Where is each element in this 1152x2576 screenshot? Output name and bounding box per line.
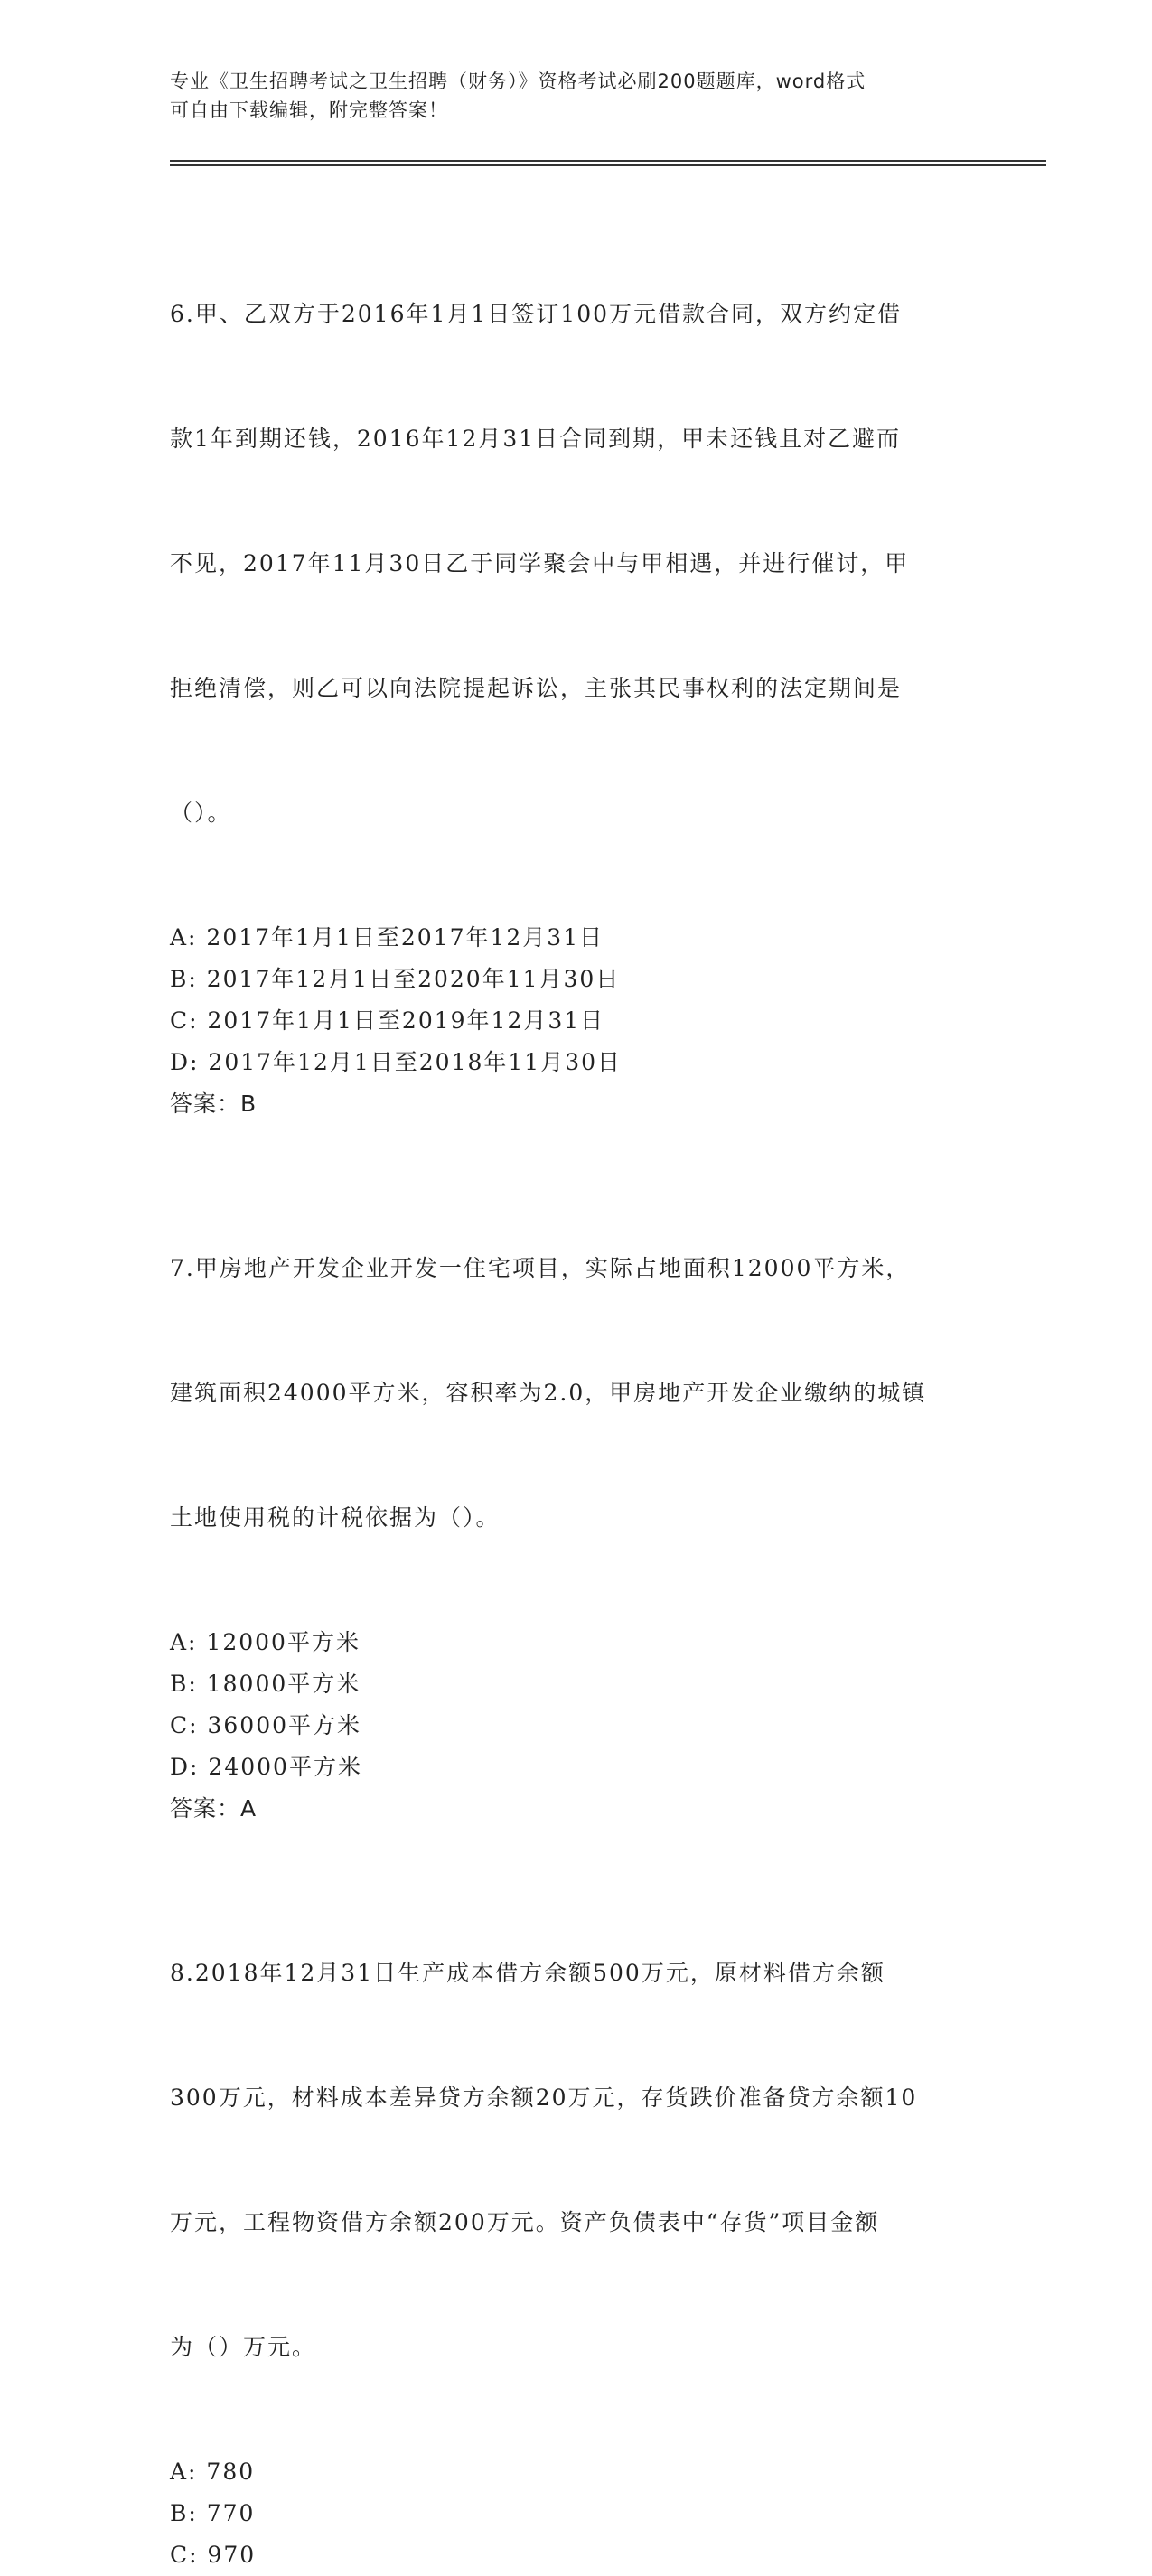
option-d: D: 2017年12月1日至2018年11月30日 bbox=[170, 1049, 623, 1075]
stem-line: 为（）万元。 bbox=[170, 2334, 317, 2360]
question-6 bbox=[170, 211, 983, 1125]
answer-text: 答案：B bbox=[170, 1091, 258, 1117]
question-8 bbox=[170, 1869, 983, 2576]
stem-line: 建筑面积24000平方米，容积率为2.0，甲房地产开发企业缴纳的城镇 bbox=[170, 1380, 927, 1406]
option-b: B: 18000平方米 bbox=[170, 1671, 361, 1697]
stem-line: 万元，工程物资借方余额200万元。资产负债表中“存货”项目金额 bbox=[170, 2209, 880, 2235]
question-list bbox=[170, 211, 983, 2576]
question-gap bbox=[170, 1125, 983, 1165]
option-b: B: 770 bbox=[170, 2500, 256, 2526]
document-header bbox=[170, 67, 983, 125]
stem-line: 300万元，材料成本差异贷方余额20万元，存货跌价准备贷方余额10 bbox=[170, 2084, 918, 2111]
question-stem bbox=[170, 211, 983, 917]
answer-text: 答案：A bbox=[170, 1795, 258, 1822]
option-b: B: 2017年12月1日至2020年11月30日 bbox=[170, 966, 621, 992]
stem-line: （）。 bbox=[170, 800, 232, 826]
question-gap bbox=[170, 1830, 983, 1869]
stem-line: 8.2018年12月31日生产成本借方余额500万元，原材料借方余额 bbox=[170, 1960, 885, 1986]
stem-line: 拒绝清偿，则乙可以向法院提起诉讼，主张其民事权利的法定期间是 bbox=[170, 675, 903, 701]
stem-line: 款1年到期还钱，2016年12月31日合同到期，甲未还钱且对乙避而 bbox=[170, 426, 902, 452]
header-line-1: 专业《卫生招聘考试之卫生招聘（财务）》资格考试必刷200题题库，word格式 bbox=[170, 70, 866, 92]
option-c: C: 970 bbox=[170, 2542, 257, 2568]
option-a: A: 12000平方米 bbox=[170, 1629, 361, 1655]
header-divider-bottom bbox=[170, 164, 1046, 166]
question-stem bbox=[170, 1869, 983, 2451]
question-7 bbox=[170, 1165, 983, 1830]
option-d: D: 24000平方米 bbox=[170, 1754, 362, 1780]
option-c: C: 2017年1月1日至2019年12月31日 bbox=[170, 1007, 605, 1034]
question-stem bbox=[170, 1165, 983, 1622]
stem-line: 6.甲、乙双方于2016年1月1日签订100万元借款合同，双方约定借 bbox=[170, 301, 903, 327]
option-a: A: 780 bbox=[170, 2459, 256, 2485]
option-a: A: 2017年1月1日至2017年12月31日 bbox=[170, 924, 604, 951]
stem-line: 土地使用税的计税依据为（）。 bbox=[170, 1504, 501, 1531]
header-line-2: 可自由下载编辑，附完整答案！ bbox=[170, 99, 448, 121]
header-divider-top bbox=[170, 160, 1046, 162]
stem-line: 不见，2017年11月30日乙于同学聚会中与甲相遇，并进行催讨，甲 bbox=[170, 550, 910, 576]
option-c: C: 36000平方米 bbox=[170, 1712, 362, 1738]
stem-line: 7.甲房地产开发企业开发一住宅项目，实际占地面积12000平方米， bbox=[170, 1255, 911, 1281]
